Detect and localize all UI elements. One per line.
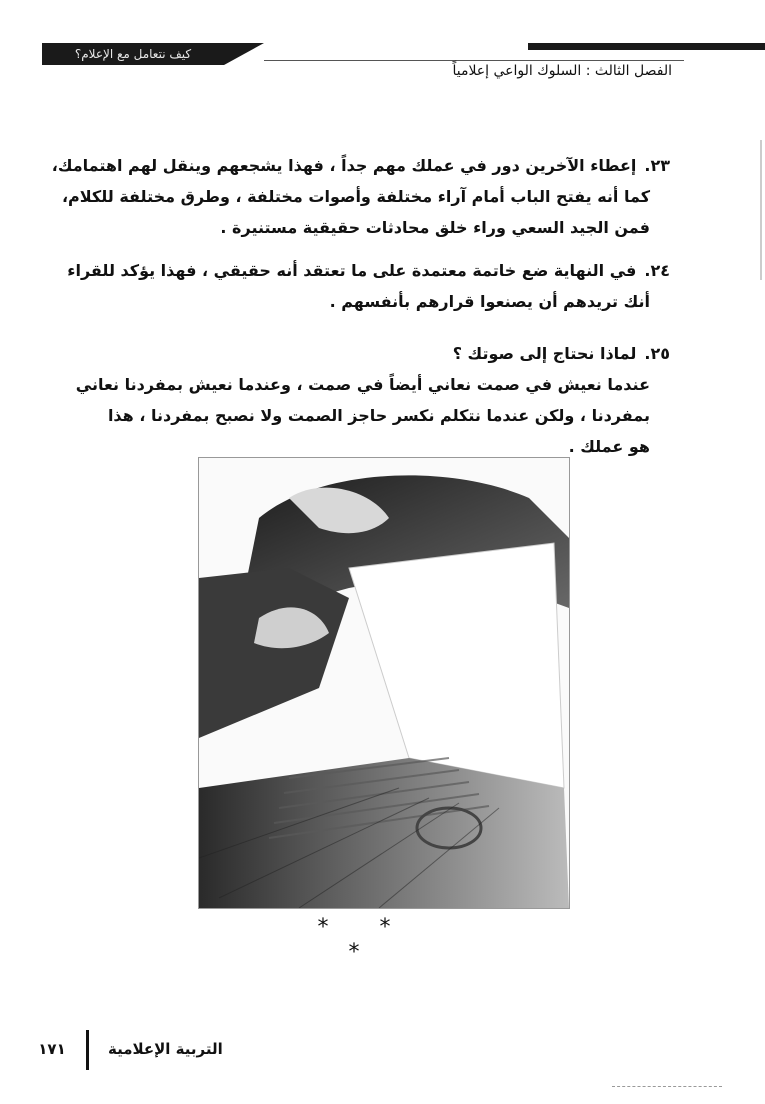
page-edge-mark xyxy=(760,140,762,280)
laptop-photo xyxy=(198,457,570,909)
item-number: ٢٣. xyxy=(644,156,670,175)
item-number: ٢٤. xyxy=(644,261,670,280)
paragraph-line: أنك تريدهم أن يصنعوا قرارهم بأنفسهم . xyxy=(329,292,650,311)
paragraph-25 xyxy=(75,338,670,462)
item-number: ٢٥. xyxy=(644,344,670,363)
footer-dash-mark xyxy=(612,1086,722,1088)
laptop-photo-illustration xyxy=(199,458,569,908)
paragraph-line: كما أنه يفتح الباب أمام آراء مختلفة وأصوات مختلفة ، وطرق مختلفة للكلام، xyxy=(61,187,650,206)
section-separator: * * * xyxy=(317,915,413,965)
paragraph-23 xyxy=(51,150,670,243)
chapter-title: الفصل الثالث : السلوك الواعي إعلامياً xyxy=(452,63,672,79)
header-rule xyxy=(528,43,765,50)
paragraph-line: ٢٥.لماذا نحتاج إلى صوتك ؟ xyxy=(452,344,670,363)
paragraph-line: هو عملك . xyxy=(568,437,650,456)
paragraph-line: ٢٣.إعطاء الآخرين دور في عملك مهم جداً ، فهذا يشجعهم وينقل لهم اهتمامك، xyxy=(51,156,670,175)
page-number: ١٧١ xyxy=(38,1040,66,1058)
paragraph-line: فمن الجيد السعي وراء خلق محادثات حقيقية مستنيرة . xyxy=(220,218,650,237)
footer-divider xyxy=(86,1030,89,1070)
book-tag: كيف نتعامل مع الإعلام؟ xyxy=(74,47,192,61)
paragraph-line: بمفردنا ، ولكن عندما نتكلم نكسر حاجز الصمت ولا نصبح بمفردنا ، هذا xyxy=(107,406,650,425)
footer-book-title: التربية الإعلامية xyxy=(108,1040,223,1058)
paragraph-line: عندما نعيش في صمت نعاني أيضاً في صمت ، وعندما نعيش بمفردنا نعاني xyxy=(75,375,650,394)
paragraph-24 xyxy=(67,255,670,317)
paragraph-line: ٢٤.في النهاية ضع خاتمة معتمدة على ما تعتقد أنه حقيقي ، فهذا يؤكد للقراء xyxy=(67,261,670,280)
